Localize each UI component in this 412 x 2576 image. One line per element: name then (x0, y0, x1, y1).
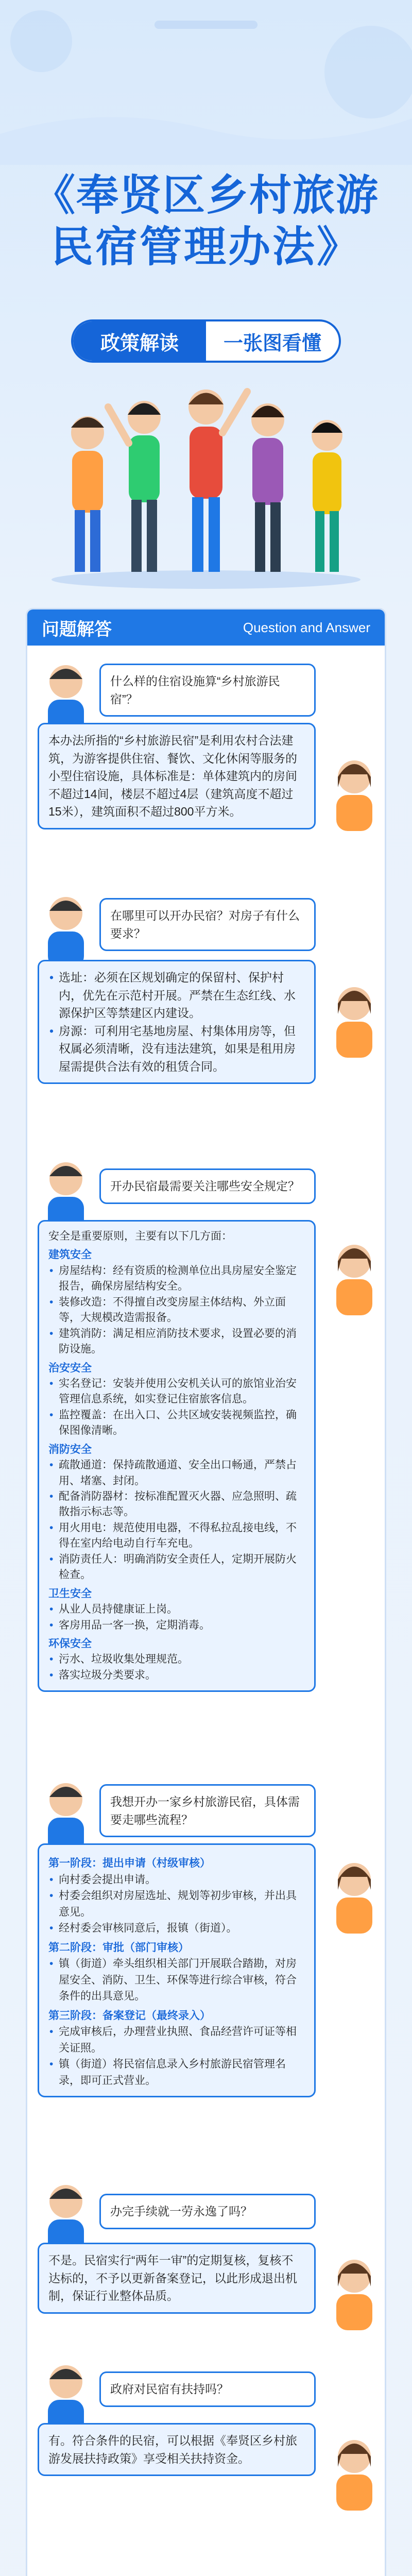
qa-header-title: 问题解答 (42, 619, 112, 639)
answer-3-item: • 装修改造：不得擅自改变房屋主体结构、外立面等，大规模改造需报备。 (48, 1295, 305, 1326)
banner-right: 一张图看懂 (223, 332, 321, 354)
answer-3-item: • 疏散通道：保持疏散通道、安全出口畅通，严禁占用、堵塞、封闭。 (48, 1458, 305, 1489)
answer-3 (38, 1220, 316, 1692)
hero-people-illustration (31, 371, 381, 592)
answer-6: 有。符合条件的民宿，可以根据《奉贤区乡村旅游发展扶持政策》享受相关扶持资金。 (38, 2423, 316, 2476)
answerer-avatar-icon (326, 980, 383, 1058)
answerer-avatar-icon (326, 1238, 383, 1315)
answer-3-section-head: 消防安全 (48, 1443, 92, 1455)
answerer-avatar-icon (326, 2253, 383, 2330)
answer-3-item: • 房屋结构：经有资质的检测单位出具房屋安全鉴定报告，确保房屋结构安全。 (48, 1263, 305, 1295)
question-4: 我想开办一家乡村旅游民宿，具体需要走哪些流程？ (99, 1784, 316, 1837)
answer-3-item: • 污水、垃圾收集处理规范。 (48, 1652, 305, 1667)
answer-4-item: • 完成审核后，办理营业执照、食品经营许可证等相关证照。 (48, 2024, 305, 2056)
banner-pill (71, 319, 341, 363)
answer-3-section-head: 卫生安全 (48, 1587, 92, 1600)
person-5-icon (312, 420, 342, 572)
answer-3-item: • 实名登记：安装并使用公安机关认可的旅馆业治安管理信息系统，如实登记住宿旅客信息。 (48, 1376, 305, 1408)
answer-3-item: • 落实垃圾分类要求。 (48, 1668, 305, 1683)
answer-3-item: • 配备消防器材：按标准配置灭火器、应急照明、疏散指示标志等。 (48, 1489, 305, 1520)
qa-panel (26, 608, 386, 2576)
answer-3-intro: 安全是重要原则，主要有以下几方面： (48, 1230, 232, 1242)
answer-3-item: • 建筑消防：满足相应消防技术要求，设置必要的消防设施。 (48, 1326, 305, 1358)
answer-4-stage-head: 第二阶段：审批（部门审核） (48, 1941, 189, 1954)
answer-3-item: • 监控覆盖：在出入口、公共区域安装视频监控，确保图像清晰。 (48, 1408, 305, 1439)
answerer-avatar-icon (326, 1856, 383, 1934)
answer-4-item: • 镇（街道）将民宿信息录入乡村旅游民宿管理名录，即可正式营业。 (48, 2056, 305, 2089)
answer-2-item: • 选址：必须在区规划确定的保留村、保护村内，优先在示范村开展。严禁在生态红线、水源保护区等禁建区内建设。 (48, 969, 305, 1022)
answer-2-item: • 房源：可利用宅基地房屋、村集体用房等，但权属必须清晰，没有违法建筑，如果是租用房屋需提供合法有效的租赁合同。 (48, 1022, 305, 1076)
person-2-icon (108, 401, 161, 572)
page-title (0, 170, 412, 273)
asker-avatar-icon (38, 890, 94, 968)
title-line-2: 民宿管理办法》 (50, 224, 361, 271)
question-3: 开办民宿最需要关注哪些安全规定？ (99, 1168, 316, 1204)
qa-header-subtitle: Question and Answer (243, 619, 370, 635)
answer-3-section-head: 环保安全 (48, 1637, 92, 1650)
answer-3-section-head: 治安安全 (48, 1362, 92, 1374)
question-1: 什么样的住宿设施算“乡村旅游民宿”？ (99, 664, 316, 717)
answer-4-item: • 镇（街道）牵头组织相关部门开展联合踏勘，对房屋安全、消防、卫生、环保等进行综合审核，符合条件的出具意见。 (48, 1956, 305, 2005)
title-line-1: 《奉贤区乡村旅游 (32, 172, 379, 219)
answer-4-item: • 村委会组织对房屋选址、规划等初步审核，并出具意见。 (48, 1888, 305, 1920)
answer-3-item: • 从业人员持健康证上岗。 (48, 1602, 305, 1617)
asker-avatar-icon (38, 1776, 94, 1854)
answer-4-item: • 向村委会提出申请。 (48, 1872, 305, 1888)
person-1-icon (71, 416, 104, 572)
answerer-avatar-icon (326, 754, 383, 831)
question-5: 办完手续就一劳永逸了吗？ (99, 2194, 316, 2229)
question-2: 在哪里可以开办民宿？对房子有什么要求？ (99, 898, 316, 951)
answer-3-item: • 消防责任人：明确消防安全责任人，定期开展防火检查。 (48, 1552, 305, 1583)
answerer-avatar-icon (326, 2433, 383, 2511)
answer-3-section-head: 建筑安全 (48, 1249, 92, 1261)
person-3-icon (188, 389, 247, 572)
answer-4-stage-head: 第三阶段：备案登记（最终录入） (48, 2009, 211, 2022)
question-6: 政府对民宿有扶持吗？ (99, 2371, 316, 2407)
decor-top-shapes (0, 0, 412, 165)
answer-3-item: • 客房用品一客一换，定期消毒。 (48, 1618, 305, 1633)
banner-left: 政策解读 (73, 321, 206, 361)
answer-4 (38, 1843, 316, 2097)
person-4-icon (251, 403, 284, 572)
answer-5: 不是。民宿实行“两年一审”的定期复核，复核不达标的，不予以更新备案登记，以此形成退出机制，保证行业整体品质。 (38, 2243, 316, 2314)
answer-2 (38, 960, 316, 1084)
answer-3-item: • 用火用电：规范使用电器，不得私拉乱接电线，不得在室内给电动自行车充电。 (48, 1520, 305, 1552)
answer-4-item: • 经村委会审核同意后，报镇（街道）。 (48, 1920, 305, 1937)
answer-4-stage-head: 第一阶段：提出申请（村级审核） (48, 1857, 211, 1869)
answer-1: 本办法所指的“乡村旅游民宿”是利用农村合法建筑，为游客提供住宿、餐饮、文化休闲等服务的小型住宿设施，具体标准是：单体建筑内的房间不超过14间，楼层不超过4层（建筑高度不超过15米），建筑面积不超过800平方米。 (38, 723, 316, 829)
qa-panel-header (27, 609, 385, 646)
